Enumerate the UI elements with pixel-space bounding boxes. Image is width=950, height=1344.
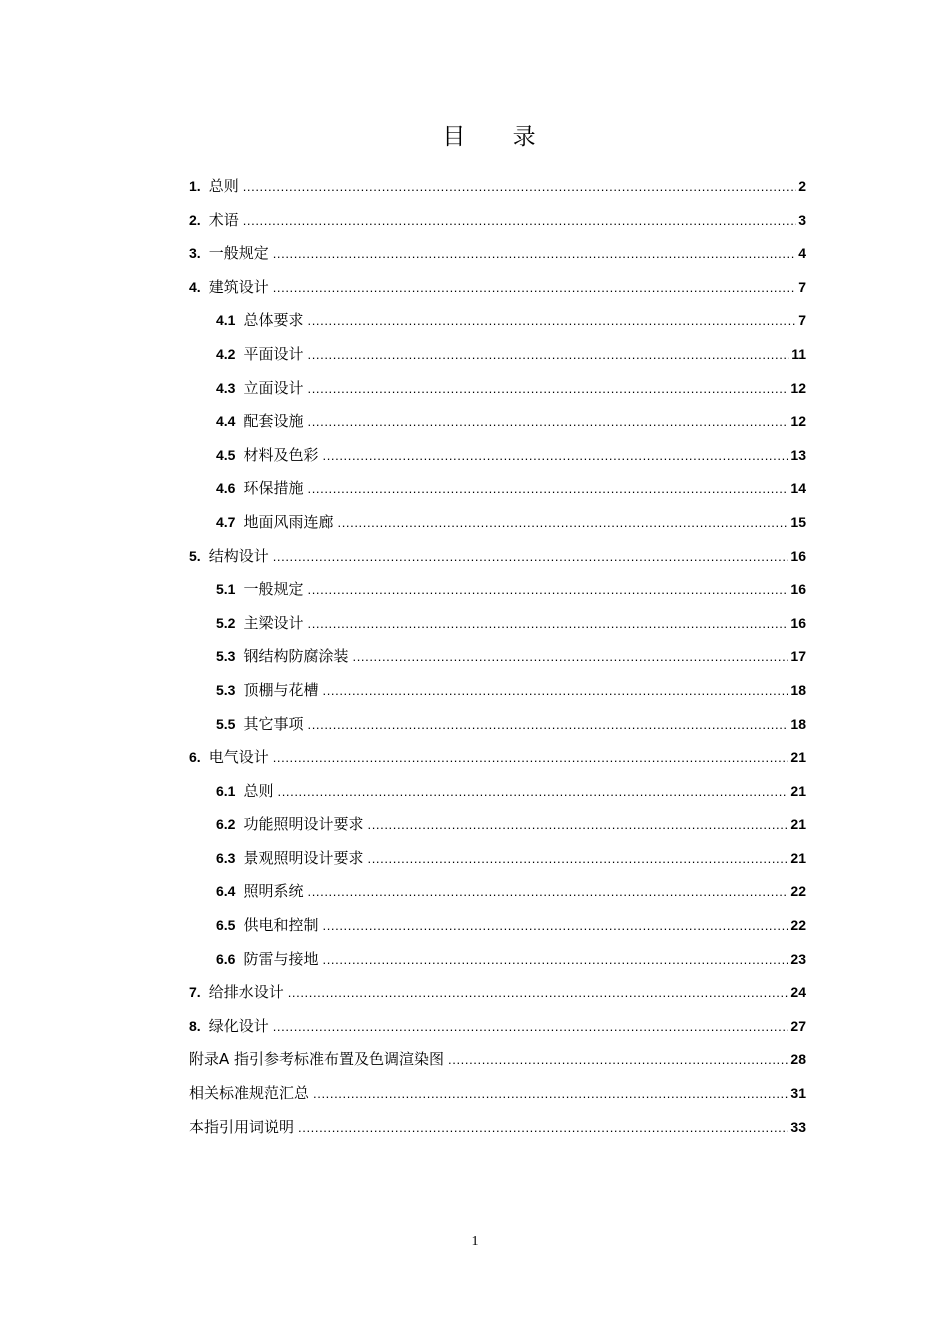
dot-leader <box>307 607 788 641</box>
toc-entry[interactable] <box>189 338 806 372</box>
entry-page: 23 <box>790 950 806 967</box>
entry-title: 钢结构防腐涂装 <box>243 647 349 666</box>
entry-number: 6.1 <box>216 782 236 799</box>
dot-leader <box>277 775 788 809</box>
entry-page: 22 <box>790 917 806 934</box>
entry-number: 6.3 <box>216 849 236 866</box>
page-title: 目 录 <box>442 124 556 150</box>
entry-number: 4.1 <box>216 312 236 329</box>
dot-leader <box>273 237 797 271</box>
toc-entry[interactable] <box>189 909 806 943</box>
toc-entry[interactable] <box>189 271 806 305</box>
toc-entry[interactable] <box>189 976 806 1010</box>
entry-title: 顶棚与花槽 <box>243 680 319 699</box>
entry-title: 术语 <box>208 210 239 229</box>
toc-entry[interactable] <box>189 808 806 842</box>
entry-title: 主梁设计 <box>243 613 304 632</box>
toc-entry[interactable] <box>189 1077 806 1111</box>
toc-entry[interactable] <box>189 1010 806 1044</box>
entry-number: 4.3 <box>216 379 236 396</box>
toc-entry[interactable] <box>189 204 806 238</box>
dot-leader <box>322 943 788 977</box>
entry-number: 5.3 <box>216 648 236 665</box>
toc-entry[interactable] <box>189 842 806 876</box>
toc-entry[interactable] <box>189 775 806 809</box>
entry-number: 1. <box>189 178 201 194</box>
entry-page: 3 <box>798 211 806 228</box>
entry-title: 立面设计 <box>243 378 304 397</box>
entry-title: 附录A 指引参考标准布置及色调渲染图 <box>189 1050 445 1069</box>
dot-leader <box>322 909 788 943</box>
entry-title: 配套设施 <box>243 412 304 431</box>
dot-leader <box>307 708 788 742</box>
entry-number: 4.7 <box>216 513 236 530</box>
entry-page: 28 <box>790 1051 806 1068</box>
entry-title: 一般规定 <box>208 244 269 263</box>
entry-number: 4.4 <box>216 413 236 430</box>
toc-entry[interactable] <box>189 439 806 473</box>
toc-entry[interactable] <box>189 506 806 540</box>
entry-title: 环保措施 <box>243 479 304 498</box>
entry-page: 11 <box>791 345 806 362</box>
toc-entry[interactable] <box>189 674 806 708</box>
entry-page: 21 <box>790 782 806 799</box>
entry-page: 16 <box>790 614 806 631</box>
entry-page: 21 <box>790 816 806 833</box>
dot-leader <box>307 405 788 439</box>
entry-title: 结构设计 <box>208 546 269 565</box>
entry-number: 6.6 <box>216 950 236 967</box>
entry-page: 13 <box>790 446 806 463</box>
dot-leader <box>307 472 788 506</box>
entry-page: 16 <box>790 547 806 564</box>
entry-page: 15 <box>790 513 806 530</box>
entry-title: 景观照明设计要求 <box>243 848 364 867</box>
entry-page: 2 <box>798 178 806 194</box>
entry-title: 总则 <box>208 177 239 195</box>
entry-number: 5. <box>189 547 201 564</box>
toc-entry[interactable] <box>189 170 806 204</box>
entry-page: 21 <box>790 849 806 866</box>
dot-leader <box>307 304 796 338</box>
entry-number: 4. <box>189 278 201 295</box>
entry-number: 6.5 <box>216 917 236 934</box>
entry-title: 电气设计 <box>208 748 269 767</box>
entry-number: 5.3 <box>216 681 236 698</box>
entry-title: 平面设计 <box>243 344 304 363</box>
toc-entry[interactable] <box>189 741 806 775</box>
toc-entry[interactable] <box>189 372 806 406</box>
entry-number: 7. <box>189 984 201 1001</box>
dot-leader <box>307 372 788 406</box>
toc-entry[interactable] <box>189 708 806 742</box>
entry-page: 14 <box>790 480 806 497</box>
entry-title: 建筑设计 <box>208 277 269 296</box>
entry-page: 18 <box>790 715 806 732</box>
toc-entry[interactable] <box>189 304 806 338</box>
entry-page: 17 <box>790 648 806 665</box>
toc-entry[interactable] <box>189 573 806 607</box>
toc-entry[interactable] <box>189 640 806 674</box>
entry-title: 绿化设计 <box>208 1016 269 1035</box>
entry-page: 12 <box>790 413 806 430</box>
entry-page: 24 <box>790 984 806 1001</box>
entry-title: 本指引用词说明 <box>189 1117 295 1136</box>
entry-page: 33 <box>790 1118 806 1135</box>
entry-number: 6. <box>189 749 201 766</box>
entry-title: 总则 <box>243 781 274 800</box>
toc-entry[interactable] <box>189 1043 806 1077</box>
entry-number: 4.2 <box>216 345 236 362</box>
entry-page: 31 <box>790 1085 806 1102</box>
dot-leader <box>448 1043 788 1077</box>
dot-leader <box>307 338 789 372</box>
dot-leader <box>288 976 789 1010</box>
toc-entry[interactable] <box>189 875 806 909</box>
entry-number: 3. <box>189 245 201 262</box>
page-number: 1 <box>471 1234 479 1249</box>
entry-page: 27 <box>790 1017 806 1034</box>
entry-number: 5.1 <box>216 581 236 598</box>
dot-leader <box>367 808 788 842</box>
entry-page: 18 <box>790 681 806 698</box>
toc-entry[interactable] <box>189 943 806 977</box>
entry-title: 照明系统 <box>243 882 304 901</box>
dot-leader <box>367 842 788 876</box>
entry-title: 给排水设计 <box>208 983 284 1002</box>
dot-leader <box>337 506 788 540</box>
toc-entry[interactable] <box>189 1111 806 1145</box>
dot-leader <box>243 170 797 204</box>
entry-page: 21 <box>790 749 806 766</box>
entry-title: 一般规定 <box>243 580 304 599</box>
entry-title: 供电和控制 <box>243 916 319 935</box>
toc-entry[interactable] <box>189 237 806 271</box>
entry-title: 防雷与接地 <box>243 949 319 968</box>
entry-page: 16 <box>790 581 806 598</box>
entry-page: 22 <box>790 883 806 900</box>
dot-leader <box>307 573 788 607</box>
entry-page: 4 <box>798 245 806 262</box>
table-of-contents <box>189 170 806 1144</box>
entry-number: 5.5 <box>216 715 236 732</box>
dot-leader <box>273 271 797 305</box>
toc-entry[interactable] <box>189 540 806 574</box>
toc-entry[interactable] <box>189 405 806 439</box>
entry-page: 12 <box>790 379 806 396</box>
dot-leader <box>298 1111 788 1145</box>
toc-entry[interactable] <box>189 607 806 641</box>
dot-leader <box>273 741 789 775</box>
dot-leader <box>273 540 789 574</box>
entry-title: 其它事项 <box>243 714 304 733</box>
entry-title: 相关标准规范汇总 <box>189 1084 310 1103</box>
dot-leader <box>352 640 788 674</box>
dot-leader <box>243 204 797 238</box>
dot-leader <box>322 674 788 708</box>
entry-number: 2. <box>189 211 201 228</box>
entry-number: 8. <box>189 1017 201 1034</box>
entry-number: 6.2 <box>216 816 236 833</box>
entry-title: 总体要求 <box>243 311 304 330</box>
entry-number: 4.5 <box>216 446 236 463</box>
entry-number: 4.6 <box>216 480 236 497</box>
entry-title: 功能照明设计要求 <box>243 815 364 834</box>
entry-title: 地面风雨连廊 <box>243 512 334 531</box>
entry-title: 材料及色彩 <box>243 445 319 464</box>
entry-number: 6.4 <box>216 883 236 900</box>
dot-leader <box>307 875 788 909</box>
entry-number: 5.2 <box>216 614 236 631</box>
dot-leader <box>273 1010 789 1044</box>
toc-entry[interactable] <box>189 472 806 506</box>
dot-leader <box>313 1077 788 1111</box>
entry-page: 7 <box>798 312 806 329</box>
dot-leader <box>322 439 788 473</box>
entry-page: 7 <box>798 278 806 295</box>
